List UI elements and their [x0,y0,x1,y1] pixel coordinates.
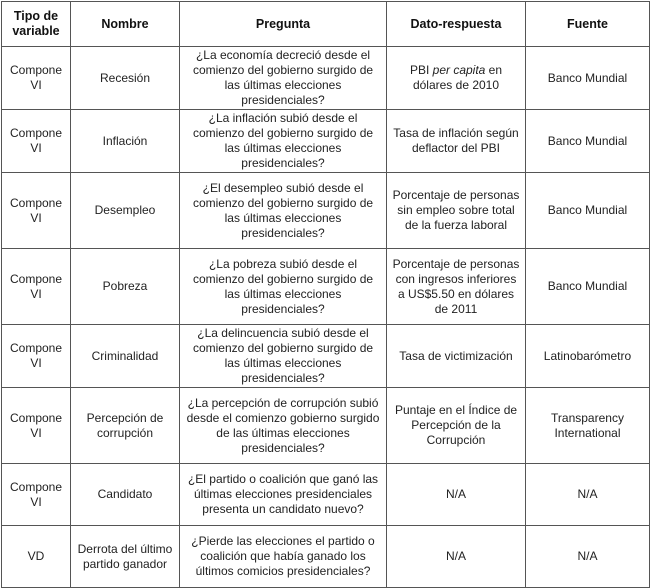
cell-pregunta: ¿Pierde las elecciones el partido o coalición que había ganado los últimos comicios presidenciales? [180,526,387,588]
cell-fuente: Banco Mundial [526,110,650,173]
table-row [2,173,650,249]
cell-tipo: VD [2,526,71,588]
header-fuente: Fuente [526,2,650,47]
cell-dato: Tasa de inflación según deflactor del PBI [387,110,526,173]
cell-nombre: Derrota del último partido ganador [71,526,180,588]
cell-nombre: Desempleo [71,173,180,249]
cell-pregunta: ¿El desempleo subió desde el comienzo del gobierno surgido de las últimas elecciones presidenciales? [180,173,387,249]
cell-dato-text: en dólares de 2010 [412,63,503,92]
cell-dato-italic: per capita [432,63,486,77]
cell-tipo: Compone VI [2,464,71,526]
cell-pregunta: ¿El partido o coalición que ganó las últimas elecciones presidenciales presenta un candidato nuevo? [180,464,387,526]
cell-dato: N/A [387,526,526,588]
cell-tipo: Compone VI [2,47,71,110]
cell-pregunta: ¿La pobreza subió desde el comienzo del gobierno surgido de las últimas elecciones presidenciales? [180,249,387,325]
cell-fuente: Banco Mundial [526,249,650,325]
cell-fuente: Transparency International [526,388,650,464]
cell-nombre: Pobreza [71,249,180,325]
cell-fuente: Banco Mundial [526,47,650,110]
cell-tipo: Compone VI [2,173,71,249]
header-pregunta: Pregunta [180,2,387,47]
header-row [2,2,650,47]
table-row [2,464,650,526]
table-row [2,325,650,388]
cell-nombre: Inflación [71,110,180,173]
header-dato: Dato-respuesta [387,2,526,47]
table-row [2,249,650,325]
cell-tipo: Compone VI [2,388,71,464]
cell-dato: N/A [387,464,526,526]
cell-tipo: Compone VI [2,249,71,325]
table-row [2,388,650,464]
cell-tipo: Compone VI [2,325,71,388]
cell-tipo: Compone VI [2,110,71,173]
cell-pregunta: ¿La economía decreció desde el comienzo del gobierno surgido de las últimas elecciones presidenciales? [180,47,387,110]
cell-nombre: Criminalidad [71,325,180,388]
cell-pregunta: ¿La delincuencia subió desde el comienzo del gobierno surgido de las últimas elecciones presidenciales? [180,325,387,388]
cell-nombre: Percepción de corrupción [71,388,180,464]
cell-fuente: Latinobarómetro [526,325,650,388]
table-row [2,526,650,588]
table-row [2,47,650,110]
variables-table [1,1,650,588]
cell-dato-text: PBI [409,63,433,77]
cell-dato [387,47,526,110]
header-nombre: Nombre [71,2,180,47]
header-tipo: Tipo de variable [2,2,71,47]
cell-dato: Puntaje en el Índice de Percepción de la Corrupción [387,388,526,464]
table-row [2,110,650,173]
cell-fuente: N/A [526,464,650,526]
cell-dato: Porcentaje de personas con ingresos inferiores a US$5.50 en dólares de 2011 [387,249,526,325]
cell-pregunta: ¿La inflación subió desde el comienzo del gobierno surgido de las últimas elecciones presidenciales? [180,110,387,173]
cell-fuente: Banco Mundial [526,173,650,249]
cell-dato: Tasa de victimización [387,325,526,388]
cell-pregunta: ¿La percepción de corrupción subió desde el comienzo gobierno surgido de las últimas elecciones presidenciales? [180,388,387,464]
cell-dato: Porcentaje de personas sin empleo sobre total de la fuerza laboral [387,173,526,249]
cell-nombre: Candidato [71,464,180,526]
cell-nombre: Recesión [71,47,180,110]
cell-fuente: N/A [526,526,650,588]
